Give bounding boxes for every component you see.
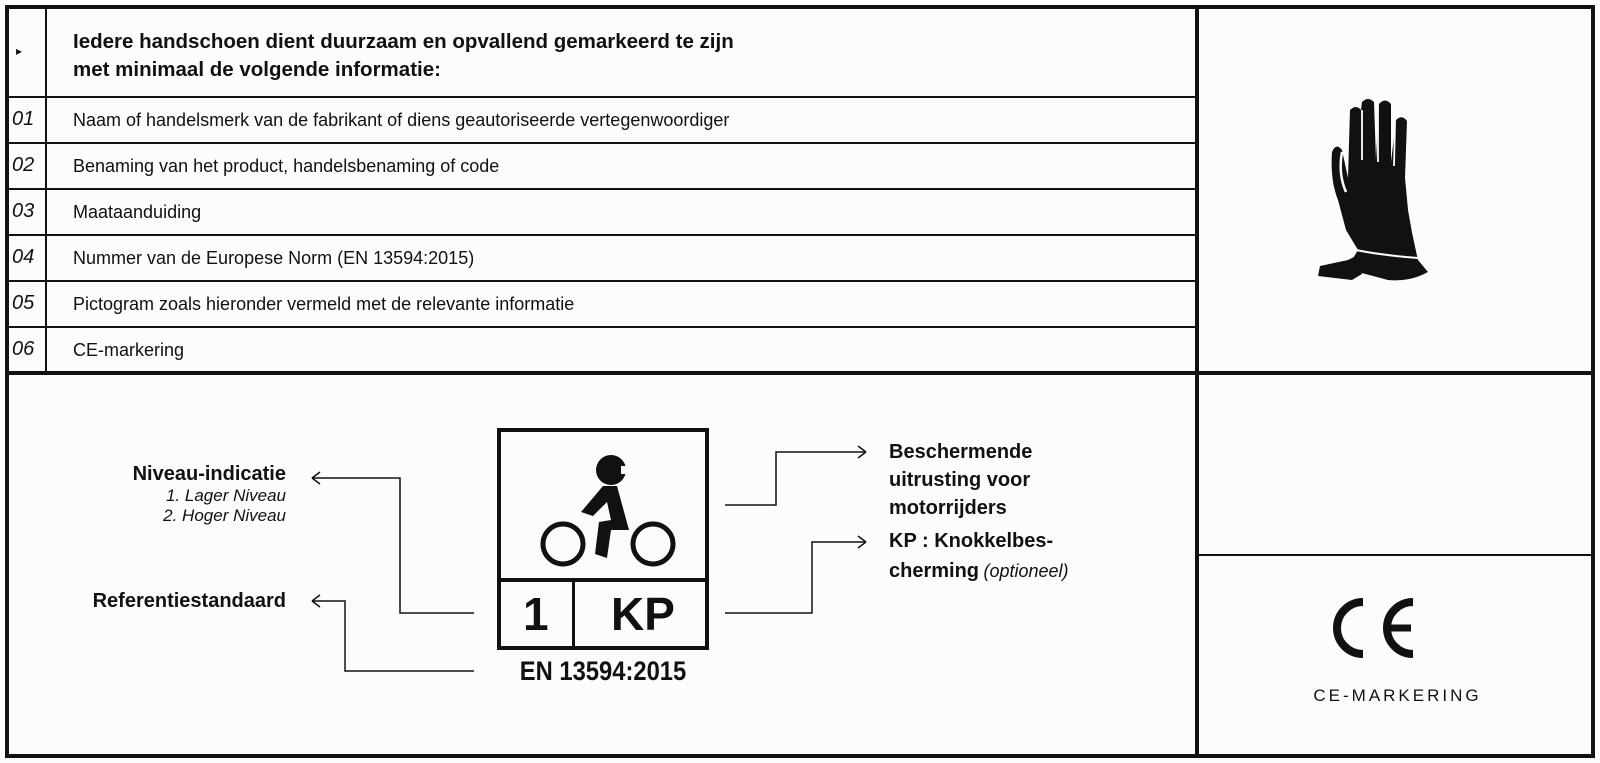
header-title-line-1: Iedere handschoen dient duurzaam en opvallend gemarkeerd te zijn xyxy=(73,30,734,53)
ce-caption: CE-MARKERING xyxy=(1313,686,1482,705)
motorcyclist-icon xyxy=(529,446,677,576)
pictogram-divider-vertical xyxy=(572,580,575,650)
code-value: KP xyxy=(611,588,675,640)
divider-right-ce xyxy=(1197,554,1595,556)
row-text: Pictogram zoals hieronder vermeld met de relevante informatie xyxy=(73,294,575,314)
kp-line-1: KP : Knokkelbes- xyxy=(889,530,1054,552)
row-text: Nummer van de Europese Norm (EN 13594:2015) xyxy=(73,248,475,268)
glove-icon xyxy=(1300,90,1440,290)
pictogram-box xyxy=(497,428,709,650)
level-value: 1 xyxy=(523,588,549,640)
row-number: 01 xyxy=(12,108,35,130)
pictogram-divider-horizontal xyxy=(501,578,705,582)
row-text: CE-markering xyxy=(73,340,185,360)
row-number: 05 xyxy=(12,292,35,314)
row-number: 02 xyxy=(12,154,35,176)
ce-mark-icon xyxy=(1325,596,1425,660)
protective-equipment-label xyxy=(889,438,1032,522)
level-low: 1. Lager Niveau xyxy=(165,486,286,505)
norm-label: EN 13594:2015 xyxy=(519,656,687,686)
row-number: 06 xyxy=(12,338,35,360)
protective-line-2: uitrusting voor xyxy=(889,469,1031,491)
row-text: Benaming van het product, handelsbenaming of code xyxy=(73,156,500,176)
protective-line-1: Beschermende xyxy=(889,441,1033,463)
kp-label xyxy=(889,526,1069,588)
kp-optional-note: (optioneel) xyxy=(983,561,1069,581)
header-title-line-2: met minimaal de volgende informatie: xyxy=(73,58,441,81)
row-text: Naam of handelsmerk van de fabrikant of diens geautoriseerde vertegenwoordiger xyxy=(73,110,730,130)
row-number: 04 xyxy=(12,246,35,268)
kp-line-2: cherming xyxy=(889,560,980,582)
triangle-marker-icon: ▸ xyxy=(16,44,23,58)
level-indication xyxy=(60,463,286,526)
level-title: Niveau-indicatie xyxy=(132,463,286,485)
divider-main-vertical xyxy=(1195,5,1199,758)
row-text: Maataanduiding xyxy=(73,202,202,222)
row-number: 03 xyxy=(12,200,35,222)
reference-standard-label: Referentiestandaard xyxy=(92,590,286,612)
level-high: 2. Hoger Niveau xyxy=(163,506,286,525)
protective-line-3: motorrijders xyxy=(889,497,1007,519)
